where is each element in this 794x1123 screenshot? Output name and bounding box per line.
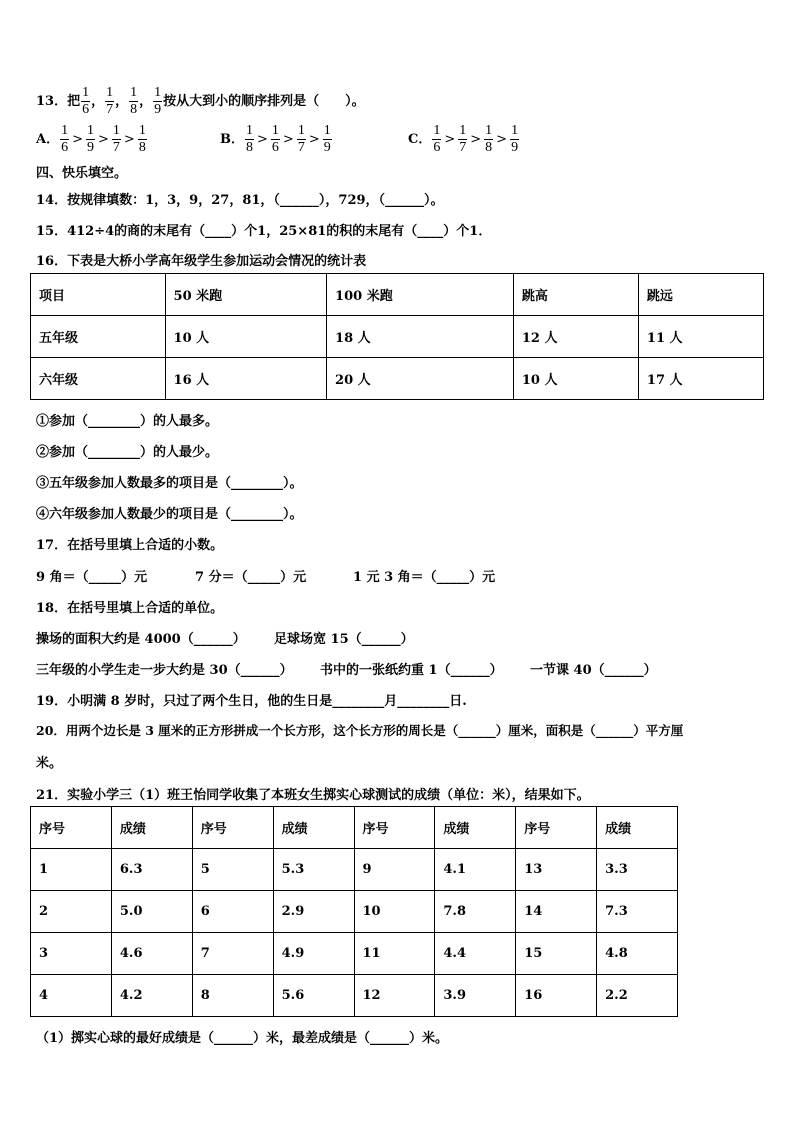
table-cell: 跳高 <box>513 274 638 316</box>
table-cell: 7.8 <box>435 891 516 933</box>
scores-table <box>30 806 678 1017</box>
fraction <box>153 85 162 118</box>
table-cell: 10 <box>354 891 435 933</box>
q16-title: 16．下表是大桥小学高年级学生参加运动会情况的统计表 <box>36 254 367 269</box>
denominator: 8 <box>138 140 146 155</box>
q15: 15．412÷4的商的末尾有（____）个1，25×81的积的末尾有（____）个1． <box>36 224 492 239</box>
q18-b: 足球场宽 15（______） <box>274 632 414 647</box>
table-cell: 11 人 <box>638 316 763 358</box>
q13 <box>36 85 365 118</box>
table-row <box>31 933 678 975</box>
q18-e: 一节课 40（______） <box>530 663 657 678</box>
fraction <box>510 123 519 156</box>
numerator: 1 <box>106 85 114 100</box>
table-row <box>31 891 678 933</box>
table-cell: 六年级 <box>31 358 166 400</box>
fraction <box>105 85 114 118</box>
numerator: 1 <box>297 123 305 138</box>
table-cell: 4.9 <box>273 933 354 975</box>
table-header-row <box>31 807 678 849</box>
table-cell: 4.4 <box>435 933 516 975</box>
fraction <box>245 123 254 156</box>
table-cell: 序号 <box>354 807 435 849</box>
numerator: 1 <box>138 123 146 138</box>
table-row <box>31 358 764 400</box>
numerator: 1 <box>323 123 331 138</box>
q17-item1: 9 角＝（_____）元 <box>36 570 148 585</box>
denominator: 9 <box>511 140 519 155</box>
table-cell: 五年级 <box>31 316 166 358</box>
table-cell: 9 <box>354 849 435 891</box>
table-cell: 序号 <box>192 807 273 849</box>
table-cell: 5.3 <box>273 849 354 891</box>
q16-sub4: ④六年级参加人数最少的项目是（________）。 <box>36 507 303 522</box>
q14: 14．按规律填数：1，3，9，27，81，（______），729，（______）。 <box>36 193 444 208</box>
table-cell: 3 <box>31 933 112 975</box>
numerator: 1 <box>61 123 69 138</box>
denominator: 7 <box>106 102 114 117</box>
table-cell: 2.2 <box>597 975 678 1017</box>
numerator: 1 <box>246 123 253 138</box>
q21-title: 21．实验小学三（1）班王怡同学收集了本班女生掷实心球测试的成绩（单位：米），结果如下。 <box>36 788 590 803</box>
denominator: 7 <box>297 140 305 155</box>
table-cell: 序号 <box>516 807 597 849</box>
table-cell: 8 <box>192 975 273 1017</box>
denominator: 7 <box>459 140 467 155</box>
table-cell: 10 人 <box>513 358 638 400</box>
numerator: 1 <box>154 85 162 100</box>
table-cell: 11 <box>354 933 435 975</box>
fraction <box>432 123 441 156</box>
denominator: 8 <box>130 102 138 117</box>
q17-title: 17．在括号里填上合适的小数。 <box>36 538 224 553</box>
table-cell: 4.6 <box>111 933 192 975</box>
table-cell: 6 <box>192 891 273 933</box>
numerator: 1 <box>433 123 441 138</box>
table-row <box>31 316 764 358</box>
denominator: 9 <box>87 140 94 155</box>
numerator: 1 <box>511 123 519 138</box>
option-a[interactable]: A． $\frac{1}{6}$ > $\frac{1}{9}$ > $\frac{1}{7}$ > $\frac{1}{8}$ <box>36 123 146 155</box>
sports-table <box>30 273 764 400</box>
q17-item2: 7 分＝（_____）元 <box>195 570 307 585</box>
option-label: B． <box>220 132 244 147</box>
q18-title: 18．在括号里填上合适的单位。 <box>36 601 224 616</box>
numerator: 1 <box>87 123 94 138</box>
q16-sub3: ③五年级参加人数最多的项目是（________）。 <box>36 476 303 491</box>
fraction <box>458 123 467 156</box>
fraction <box>86 123 95 156</box>
q16-sub2: ②参加（________）的人最少。 <box>36 445 219 460</box>
table-cell: 项目 <box>31 274 166 316</box>
table-cell: 18 人 <box>327 316 514 358</box>
table-header-row <box>31 274 764 316</box>
table-cell: 成绩 <box>597 807 678 849</box>
table-cell: 100 米跑 <box>327 274 514 316</box>
numerator: 1 <box>82 85 90 100</box>
numerator: 1 <box>112 123 120 138</box>
option-label: A． <box>36 132 60 147</box>
fraction <box>60 123 69 156</box>
denominator: 6 <box>82 102 90 117</box>
table-cell: 7 <box>192 933 273 975</box>
table-cell: 50 米跑 <box>165 274 326 316</box>
q16-sub1: ①参加（________）的人最多。 <box>36 414 219 429</box>
q17-item3: 1 元 3 角＝（_____）元 <box>353 570 496 585</box>
table-cell: 6.3 <box>111 849 192 891</box>
table-cell: 13 <box>516 849 597 891</box>
table-cell: 7.3 <box>597 891 678 933</box>
q20-line1: 20．用两个边长是 3 厘米的正方形拼成一个长方形，这个长方形的周长是（______）厘米，面积是（______）平方厘 <box>36 723 684 738</box>
numerator: 1 <box>130 85 138 100</box>
table-cell: 3.9 <box>435 975 516 1017</box>
fraction <box>81 85 90 118</box>
option-b[interactable]: B． $\frac{1}{8}$ > $\frac{1}{6}$ > $\frac{1}{7}$ > $\frac{1}{9}$ <box>220 123 331 155</box>
q19: 19．小明满 8 岁时，只过了两个生日，他的生日是________月________日. <box>36 694 467 709</box>
fraction <box>323 123 332 156</box>
fraction <box>129 85 138 118</box>
table-cell: 跳远 <box>638 274 763 316</box>
table-cell: 3.3 <box>597 849 678 891</box>
table-cell: 10 人 <box>165 316 326 358</box>
table-cell: 5.6 <box>273 975 354 1017</box>
table-cell: 1 <box>31 849 112 891</box>
q18-c: 三年级的小学生走一步大约是 30（______） <box>36 663 293 678</box>
denominator: 9 <box>323 140 331 155</box>
q13-suffix: 按从大到小的顺序排列是（ ）。 <box>163 94 365 109</box>
table-cell: 12 <box>354 975 435 1017</box>
table-cell: 14 <box>516 891 597 933</box>
q21-sub1: （1）掷实心球的最好成绩是（______）米，最差成绩是（______）米。 <box>36 1031 449 1046</box>
fraction <box>138 123 147 156</box>
q13-prefix: 13．把 <box>36 94 81 109</box>
q20-line2: 米。 <box>36 756 63 771</box>
numerator: 1 <box>271 123 279 138</box>
denominator: 8 <box>485 140 493 155</box>
denominator: 6 <box>61 140 69 155</box>
denominator: 8 <box>246 140 253 155</box>
table-row <box>31 849 678 891</box>
table-cell: 20 人 <box>327 358 514 400</box>
table-cell: 成绩 <box>111 807 192 849</box>
table-cell: 成绩 <box>273 807 354 849</box>
table-cell: 4.2 <box>111 975 192 1017</box>
numerator: 1 <box>485 123 493 138</box>
table-cell: 16 人 <box>165 358 326 400</box>
q18-a: 操场的面积大约是 4000（______） <box>36 632 246 647</box>
numerator: 1 <box>459 123 467 138</box>
table-cell: 2 <box>31 891 112 933</box>
table-cell: 4 <box>31 975 112 1017</box>
denominator: 9 <box>154 102 162 117</box>
fraction <box>484 123 493 156</box>
table-cell: 5.0 <box>111 891 192 933</box>
fraction <box>271 123 280 156</box>
table-cell: 17 人 <box>638 358 763 400</box>
table-cell: 5 <box>192 849 273 891</box>
table-cell: 4.1 <box>435 849 516 891</box>
table-cell: 成绩 <box>435 807 516 849</box>
table-cell: 16 <box>516 975 597 1017</box>
section-4-title: 四、快乐填空。 <box>36 166 128 181</box>
q13-fractions: $\frac{1}{6}$ ， $\frac{1}{7}$ ， $\frac{1}{8}$ ， $\frac{1}{9}$ <box>82 85 162 117</box>
table-cell: 15 <box>516 933 597 975</box>
table-row <box>31 975 678 1017</box>
denominator: 6 <box>433 140 441 155</box>
option-label: C． <box>408 132 432 147</box>
fraction <box>297 123 306 156</box>
denominator: 7 <box>112 140 120 155</box>
option-c[interactable]: C． $\frac{1}{6}$ > $\frac{1}{7}$ > $\frac{1}{8}$ > $\frac{1}{9}$ <box>408 123 519 155</box>
table-cell: 2.9 <box>273 891 354 933</box>
table-cell: 4.8 <box>597 933 678 975</box>
q18-d: 书中的一张纸约重 1（______） <box>320 663 503 678</box>
denominator: 6 <box>271 140 279 155</box>
table-cell: 12 人 <box>513 316 638 358</box>
fraction <box>112 123 121 156</box>
table-cell: 序号 <box>31 807 112 849</box>
